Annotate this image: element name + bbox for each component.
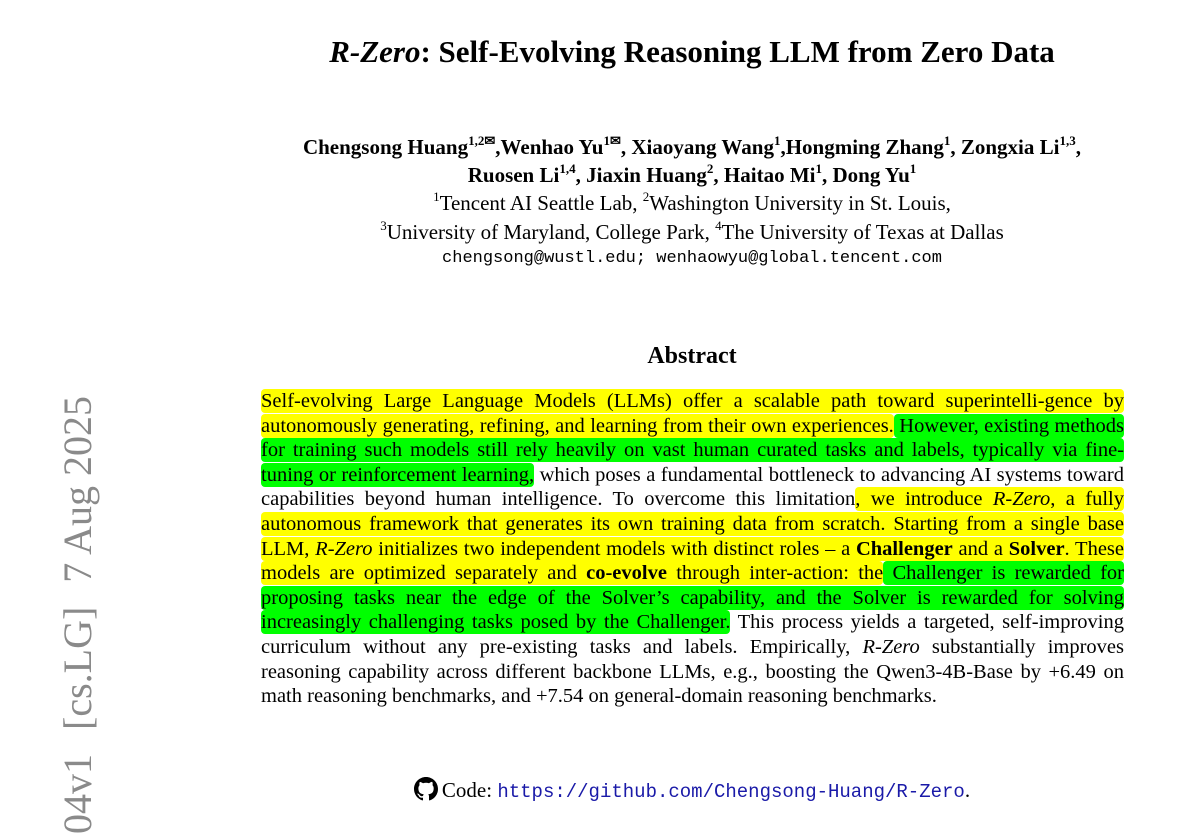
highlight-yellow: , we introduce R-Zero, a fully autonomous framework that generates its own training data from scratch. Starting from a single base LLM, R-Zero initializes two independent models with distinct roles – a Challenger and a Solver. These models are optimized separately and co-evolve through inter-action: the bbox=[261, 488, 1125, 585]
abstract-body bbox=[261, 389, 1124, 709]
author: Dong Yu$^1$ bbox=[832, 160, 917, 187]
arxiv-category: [cs.LG] bbox=[55, 606, 100, 730]
arxiv-stamp bbox=[55, 382, 100, 834]
title-rest: : Self-Evolving Reasoning LLM from Zero Data bbox=[420, 34, 1055, 69]
title-italic: R-Zero bbox=[329, 34, 421, 69]
github-icon bbox=[414, 777, 438, 807]
abstract-text: This process yields a targeted, self-improving curriculum without any pre-existing tasks and labels. Empirically, R-Zero substantially improves reasoning capability across different backbone LLMs, e.g., boosting the Qwen3-4B-Base by +6.49 on math reasoning benchmarks, and +7.54 on general-domain reasoning benchmarks. bbox=[261, 611, 1125, 708]
arxiv-id: 04v1 bbox=[55, 754, 100, 834]
arxiv-date: 7 Aug 2025 bbox=[55, 396, 100, 583]
author: Xiaoyang Wang$^1$, bbox=[631, 132, 786, 159]
github-repo-link[interactable]: https://github.com/Chengsong-Huang/R-Zero bbox=[497, 781, 965, 803]
code-link-line: Code: https://github.com/Chengsong-Huang/R-Zero. bbox=[230, 777, 1154, 807]
highlight-green: Challenger is rewarded for proposing tasks near the edge of the Solver’s capability, and the Solver is rewarded for solving increasingly challenging tasks posed by the Challenger. bbox=[261, 562, 1124, 634]
affiliations: $^1$Tencent AI Seattle Lab, $^2$Washington University in St. Louis, $^3$University of Maryland, College Park, $^4$The University of Texas at Dallas bbox=[380, 188, 1004, 244]
author: Chengsong Huang$^{1,2✉}$, bbox=[302, 132, 501, 159]
author: Wenhao $Yu^{1✉}$, bbox=[500, 132, 632, 159]
author: Jiaxin Huang$^2$, bbox=[586, 160, 724, 187]
abstract-heading: Abstract bbox=[647, 343, 737, 369]
code-label: Code: bbox=[441, 778, 498, 802]
author: Ruosen Li$^{1,4}$, bbox=[467, 160, 587, 187]
author: Hongming Zhang$^1$, bbox=[785, 132, 961, 159]
author-list bbox=[230, 133, 1154, 189]
paper-title bbox=[0, 34, 1194, 70]
author: Haitao Mi$^1$, bbox=[723, 160, 833, 187]
abstract-text: which poses a fundamental bottleneck to advancing AI systems toward capabilities beyond human intelligence. To overcome this limitation bbox=[261, 463, 1124, 511]
highlight-green: However, existing methods for training such models still rely heavily on vast human curated tasks and labels, typically via fine-tuning or reinforcement learning, bbox=[261, 414, 1124, 486]
highlight-yellow: Self-evolving Large Language Models (LLMs) offer a scalable path toward superintelli-gence by autonomously generating, refining, and learning from their own experiences. bbox=[261, 390, 1124, 437]
author: Zongxia Li$^{1,3}$, bbox=[960, 132, 1082, 159]
author-emails: chengsong@wustl.edu; wenhaowyu@global.tencent.com bbox=[442, 249, 942, 268]
